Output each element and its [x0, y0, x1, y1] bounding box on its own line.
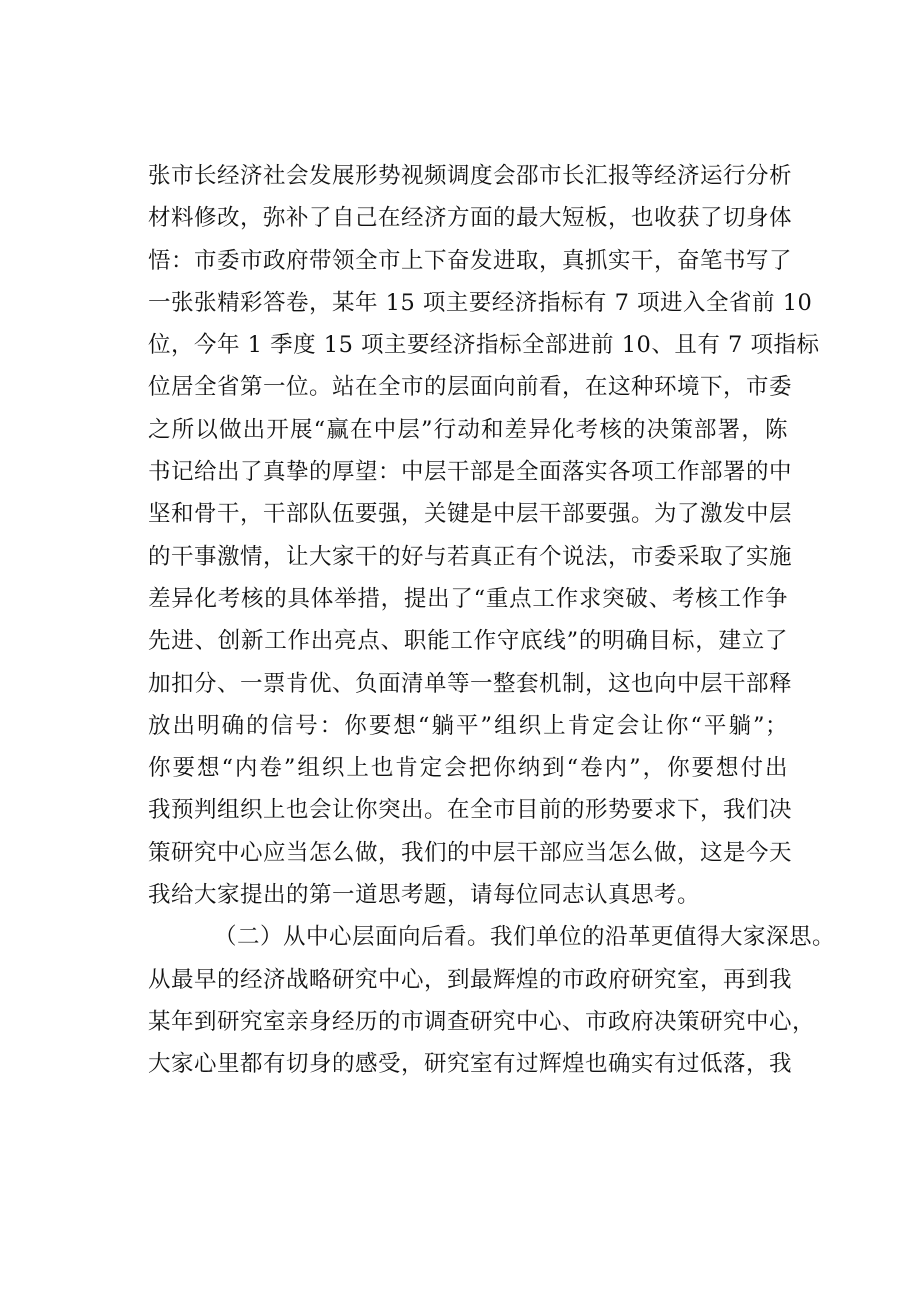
text-line: 张市长经济社会发展形势视频调度会邵市长汇报等经济运行分析 [148, 163, 793, 189]
text-line: 书记给出了真挚的厚望：中层干部是全面落实各项工作部署的中 [148, 459, 793, 486]
text-line: 大家心里都有切身的感受，研究室有过辉煌也确实有过低落，我 [148, 1051, 793, 1078]
document-body [148, 155, 836, 1086]
paragraph-1 [148, 155, 820, 916]
text-line: 坚和骨干，干部队伍要强，关键是中层干部要强。为了激发中层 [148, 501, 793, 528]
text-line: 放出明确的信号：你要想“躺平”组织上肯定会让你“平躺”； [148, 712, 788, 739]
text-line: 某年到研究室亲身经历的市调查研究中心、市政府决策研究中心， [148, 1008, 816, 1035]
text-line: 差异化考核的具体举措，提出了“重点工作求突破、考核工作争 [148, 585, 788, 612]
text-line: 加扣分、一票肯优、负面清单等一整套机制，这也向中层干部释 [148, 670, 793, 697]
text-line: 我预判组织上也会让你突出。在全市目前的形势要求下，我们决 [148, 797, 793, 824]
text-line: 的干事激情，让大家干的好与若真正有个说法，市委采取了实施 [148, 543, 793, 570]
text-line: 位居全省第一位。站在全市的层面向前看，在这种环境下，市委 [148, 374, 793, 401]
text-line: 之所以做出开展“赢在中层”行动和差异化考核的决策部署，陈 [148, 416, 788, 443]
text-line: 你要想“内卷”组织上也肯定会把你纳到“卷内”，你要想付出 [148, 755, 788, 782]
text-line: 一张张精彩答卷，某年 15 项主要经济指标有 7 项进入全省前 10 [148, 289, 813, 316]
text-line: 先进、创新工作出亮点、职能工作守底线”的明确目标，建立了 [148, 628, 788, 655]
paragraph-2 [148, 916, 836, 1085]
text-line: 从最早的经济战略研究中心，到最辉煌的市政府研究室，再到我 [148, 966, 793, 993]
text-line: 我给大家提出的第一道思考题，请每位同志认真思考。 [148, 882, 701, 909]
text-line: 材料修改，弥补了自己在经济方面的最大短板，也收获了切身体 [148, 205, 793, 232]
text-line: 悟：市委市政府带领全市上下奋发进取，真抓实干，奋笔书写了 [148, 247, 793, 274]
text-line: 位，今年 1 季度 15 项主要经济指标全部进前 10、且有 7 项指标 [148, 332, 820, 359]
text-line: （二）从中心层面向后看。我们单位的沿革更值得大家深思。 [214, 924, 836, 951]
text-line: 策研究中心应当怎么做，我们的中层干部应当怎么做，这是今天 [148, 839, 793, 866]
